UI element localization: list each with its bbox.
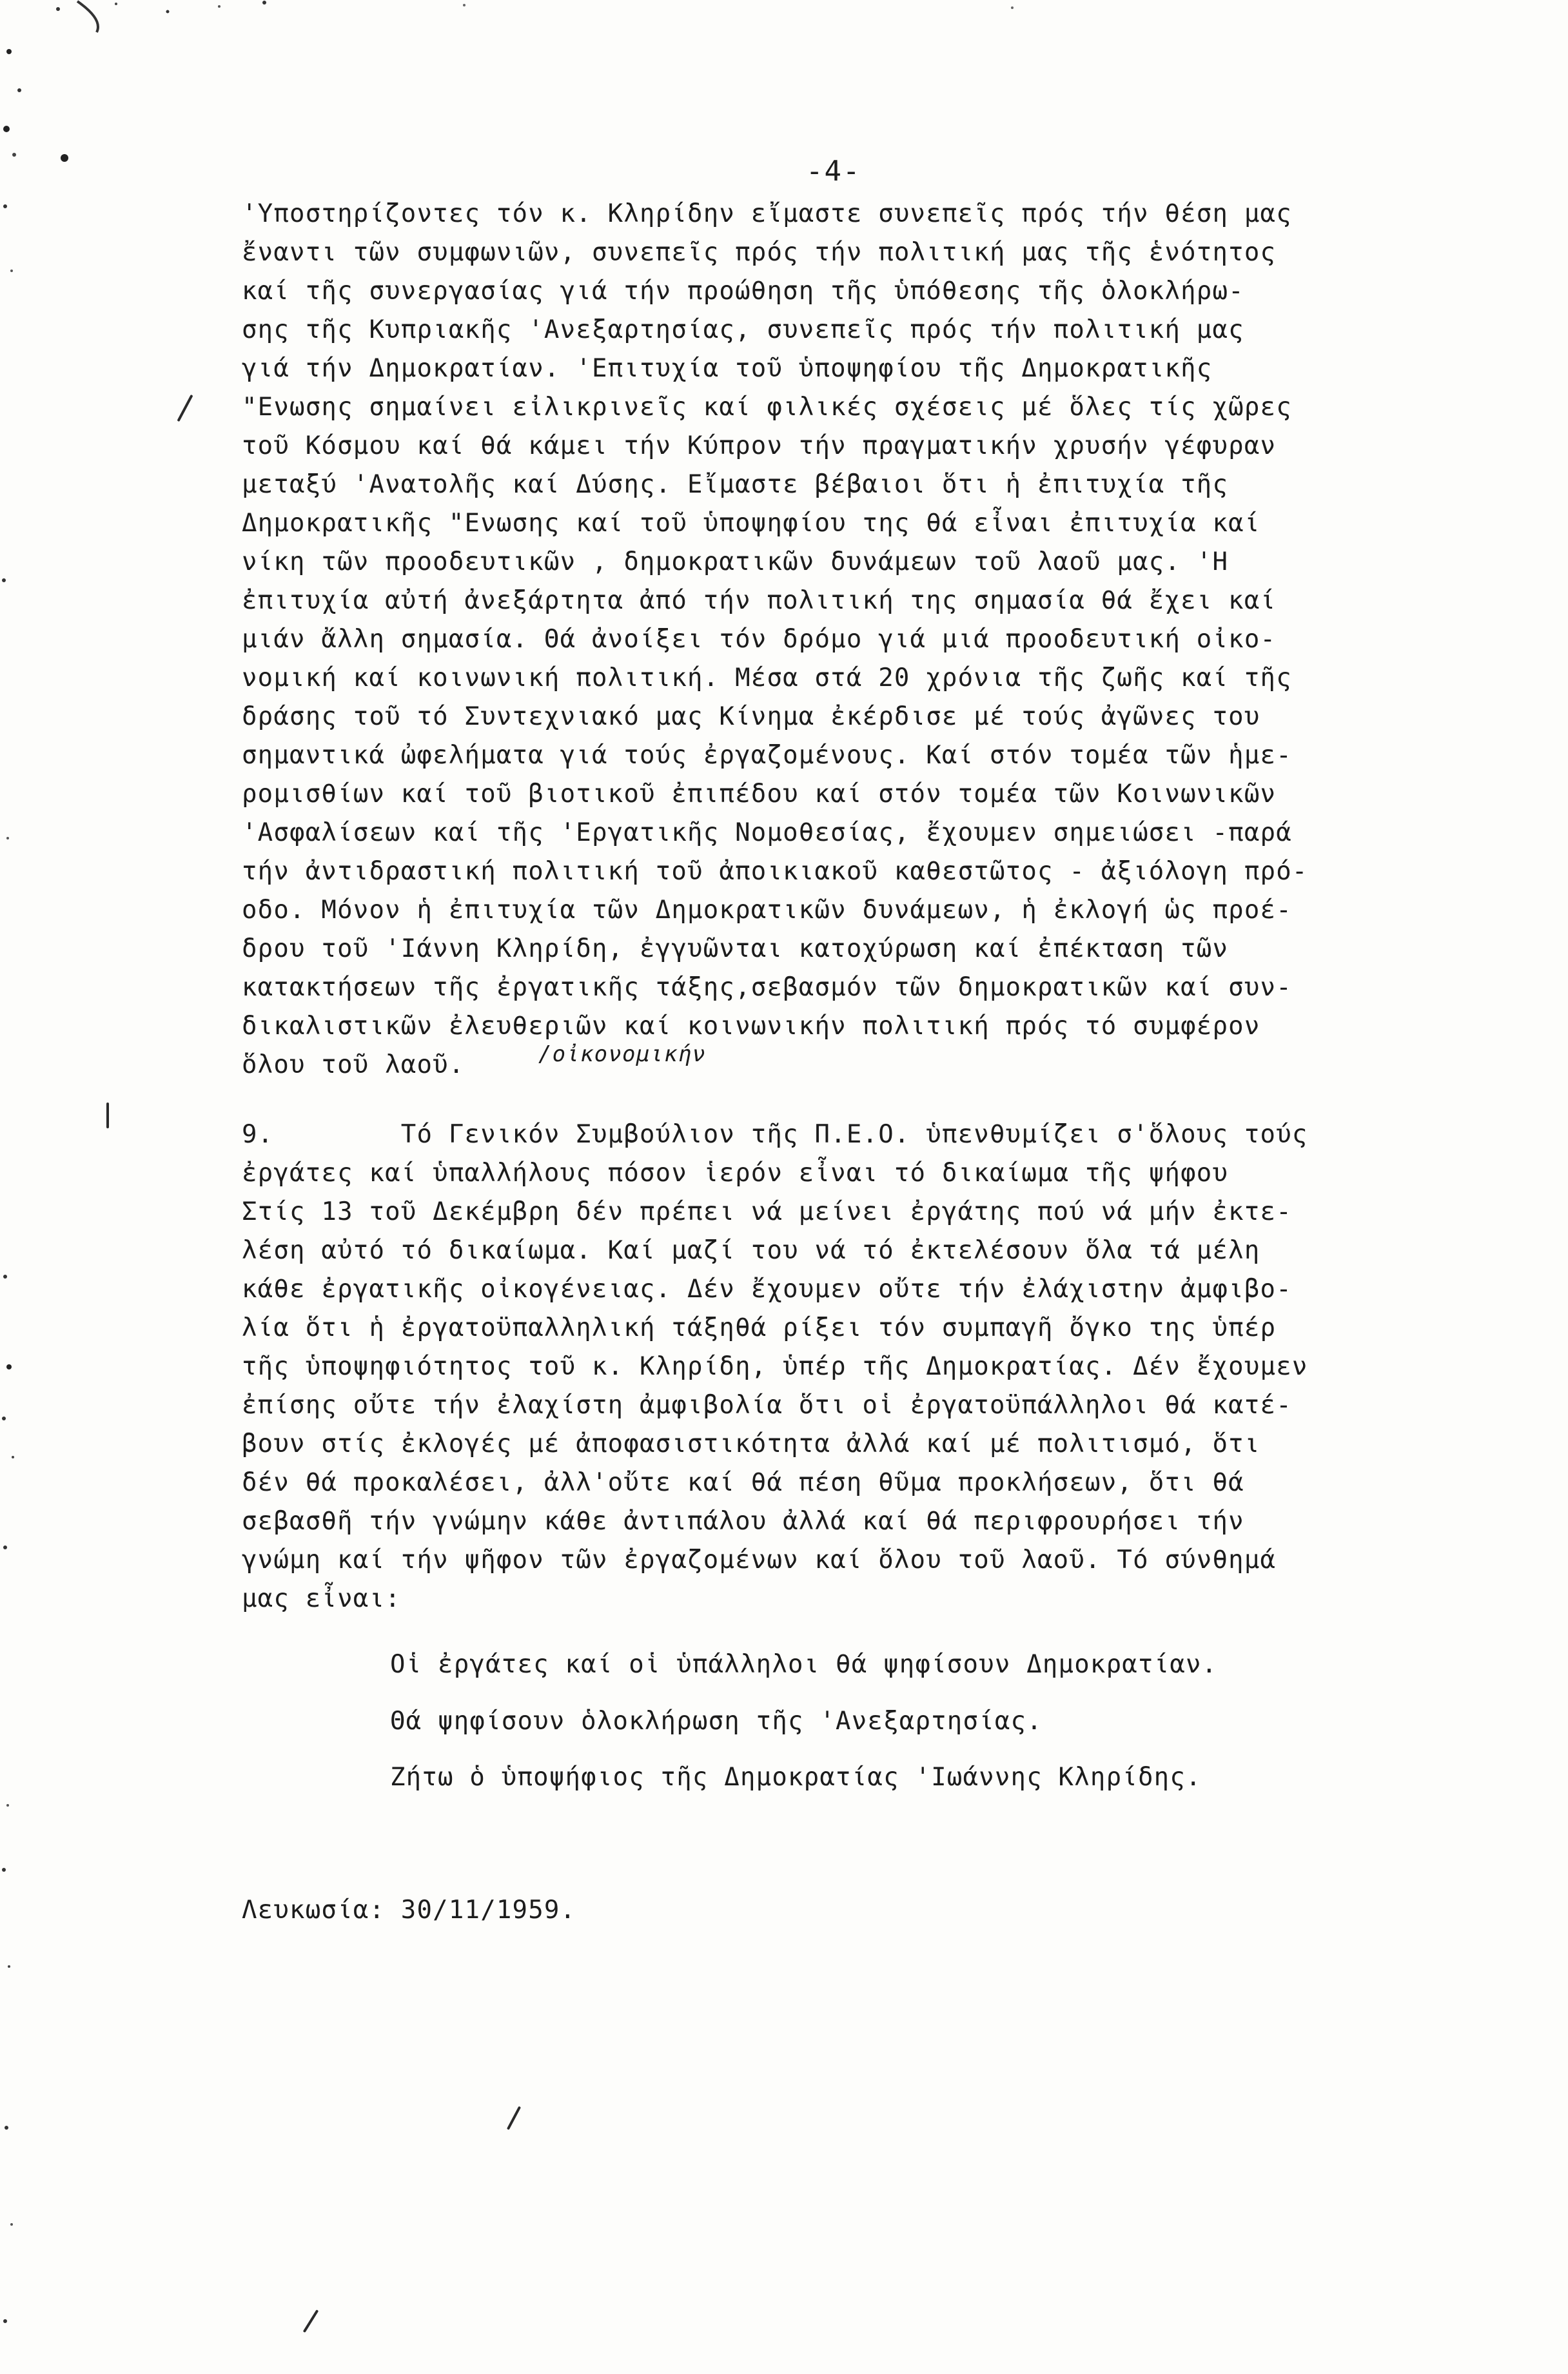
text-line: ἐπίσης οὔτε τήν ἐλαχίστη ἀμφιβολία ὅτι οἱ ἐργατοϋπάλληλοι θά κατέ- [242,1391,1292,1420]
text-line: νίκη τῶν προοδευτικῶν , δημοκρατικῶν δυνάμεων τοῦ λαοῦ μας. 'Η [242,547,1229,576]
text-line: 'Ασφαλίσεων καί τῆς 'Εργατικῆς Νομοθεσίας, ἔχουμεν σημειώσει -παρά [242,818,1292,847]
text-line: γιά τήν Δημοκρατίαν. 'Επιτυχία τοῦ ὑποψηφίου τῆς Δημοκρατικῆς [242,354,1213,383]
text-line: σεβασθῆ τήν γνώμην κάθε ἀντιπάλου ἀλλά καί θά περιφρουρήσει τήν [242,1507,1244,1536]
text-line: κάθε ἐργατικῆς οἰκογένειας. Δέν ἔχουμεν οὔτε τήν ἐλάχιστην ἀμφιβο- [242,1275,1292,1304]
text-line: κατακτήσεων τῆς ἐργατικῆς τάξης,σεβασμόν τῶν δημοκρατικῶν καί συν- [242,973,1292,1002]
text-line: ἔναντι τῶν συμφωνιῶν, συνεπεῖς πρός τήν πολιτική μας τῆς ἑνότητος [242,238,1277,267]
page-number: -4- [806,155,861,188]
slogan-line: Ζήτω ὁ ὑποψήφιος τῆς Δημοκρατίας 'Ιωάννης Κληρίδης. [390,1763,1202,1792]
text-line: καί τῆς συνεργασίας γιά τήν προώθηση τῆς ὑπόθεσης τῆς ὁλοκλήρω- [242,277,1244,306]
text-line: ὅλου τοῦ λαοῦ. [242,1050,465,1079]
text-line: γνώμη καί τήν ψῆφον τῶν ἐργαζομένων καί ὅλου τοῦ λαοῦ. Τό σύνθημά [242,1545,1277,1574]
slogan-line: Θά ψηφίσουν ὁλοκλήρωση τῆς 'Ανεξαρτησίας. [390,1707,1043,1736]
text-line: νομική καί κοινωνική πολιτική. Μέσα στά 20 χρόνια τῆς ζωῆς καί τῆς [242,663,1292,692]
text-line: Στίς 13 τοῦ Δεκέμβρη δέν πρέπει νά μείνει ἐργάτης πού νά μήν ἐκτε- [242,1197,1292,1226]
scan-edge-noise-top [0,0,1568,39]
text-line: δράσης τοῦ τό Συντεχνιακό μας Κίνημα ἐκέρδισε μέ τούς ἀγῶνες του [242,702,1260,731]
text-line: τήν ἀντιδραστική πολιτική τοῦ ἀποικιακοῦ καθεστῶτος - ἀξιόλογη πρό- [242,857,1308,886]
text-line: μεταξύ 'Ανατολῆς καί Δύσης. Εἴμαστε βέβαιοι ὅτι ἡ ἐπιτυχία τῆς [242,470,1229,499]
margin-mark [106,1103,109,1128]
text-line: λέση αὐτό τό δικαίωμα. Καί μαζί του νά τό ἐκτελέσουν ὅλα τά μέλη [242,1236,1260,1265]
signoff-date: Λευκωσία: 30/11/1959. [242,1896,576,1925]
text-line: δέν θά προκαλέσει, ἀλλ'οὔτε καί θά πέση θῦμα προκλήσεων, ὅτι θά [242,1468,1244,1497]
handwritten-insertion: /οἰκονομικήν [538,1041,707,1067]
text-line: δρου τοῦ 'Ιάννη Κληρίδη, ἐγγυῶνται κατοχύρωση καί ἐπέκταση τῶν [242,934,1229,963]
text-line: ρομισθίων καί τοῦ βιοτικοῦ ἐπιπέδου καί στόν τομέα τῶν Κοινωνικῶν [242,780,1277,809]
text-line: τῆς ὑποψηφιότητος τοῦ κ. Κληρίδη, ὑπέρ τῆς Δημοκρατίας. Δέν ἔχουμεν [242,1352,1308,1381]
text-line: οδο. Μόνον ἡ ἐπιτυχία τῶν Δημοκρατικῶν δυνάμεων, ἡ ἐκλογή ὡς προέ- [242,896,1292,925]
text-line: δικαλιστικῶν ἐλευθεριῶν καί κοινωνικήν πολιτική πρός τό συμφέρον [242,1012,1260,1041]
text-line: τοῦ Κόσμου καί θά κάμει τήν Κύπρον τήν πραγματικήν χρυσήν γέφυραν [242,431,1277,460]
text-line: μας εἶναι: [242,1584,401,1613]
margin-mark [177,395,193,422]
text-line: βουν στίς ἐκλογές μέ ἀποφασιστικότητα ἀλλά καί μέ πολιτισμό, ὅτι [242,1429,1260,1458]
text-line: ἐργάτες καί ὑπαλλήλους πόσον ἱερόν εἶναι τό δικαίωμα τῆς ψήφου [242,1159,1229,1188]
text-line: σης τῆς Κυπριακῆς 'Ανεξαρτησίας, συνεπεῖς πρός τήν πολιτική μας [242,315,1244,344]
text-line: ἐπιτυχία αὐτή ἀνεξάρτητα ἀπό τήν πολιτική της σημασία θά ἔχει καί [242,586,1277,615]
text-line: μιάν ἄλλη σημασία. Θά ἀνοίξει τόν δρόμο γιά μιά προοδευτική οἰκο- [242,625,1277,654]
margin-mark [303,2310,319,2333]
text-line: 'Υποστηρίζοντες τόν κ. Κληρίδην εἴμαστε συνεπεῖς πρός τήν θέση μας [242,199,1292,228]
text-line: 9. Τό Γενικόν Συμβούλιον τῆς Π.Ε.Ο. ὑπενθυμίζει σ'ὅλους τούς [242,1120,1308,1149]
text-line: "Ενωσης σημαίνει εἰλικρινεῖς καί φιλικές σχέσεις μέ ὅλες τίς χῶρες [242,393,1292,422]
text-line: σημαντικά ὠφελήματα γιά τούς ἐργαζομένους. Καί στόν τομέα τῶν ἡμε- [242,741,1292,770]
margin-mark [507,2106,521,2130]
slogan-line: Οἱ ἐργάτες καί οἱ ὑπάλληλοι θά ψηφίσουν Δημοκρατίαν. [390,1650,1218,1679]
scan-edge-noise-left [0,0,84,2374]
text-line: λία ὅτι ἡ ἐργατοϋπαλληλική τάξηθά ρίξει τόν συμπαγῆ ὄγκο της ὑπέρ [242,1313,1277,1342]
text-line: Δημοκρατικῆς "Ενωσης καί τοῦ ὑποψηφίου της θά εἶναι ἐπιτυχία καί [242,509,1260,538]
